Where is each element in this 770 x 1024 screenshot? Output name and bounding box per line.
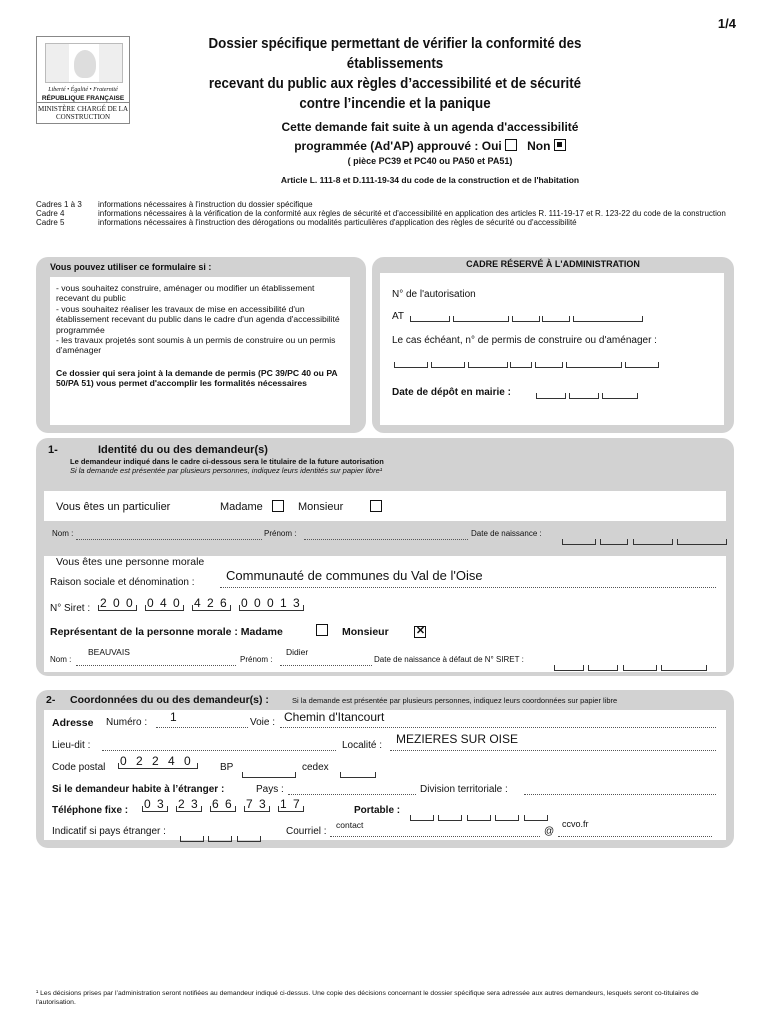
tel-label: Téléphone fixe : <box>52 805 129 816</box>
admin-head: CADRE RÉSERVÉ À L'ADMINISTRATION <box>466 259 640 269</box>
digit: 2 <box>100 596 107 610</box>
section1-number: 1- <box>48 444 58 456</box>
monsieur-checkbox[interactable] <box>370 500 382 512</box>
raison-label: Raison sociale et dénomination : <box>50 577 195 588</box>
permis-label: Le cas échéant, n° de permis de construire ou d'aménager : <box>392 335 657 346</box>
cadres-legend: Cadres 1 à 3 informations nécessaires à l'instruction du dossier spécifique Cadre 4 informations nécessaires à la vérification de la conformité aux règles de sécurité et d'accessibilité en application des articles R. 111-19-17 et R. 123-22 du code de la construction Cadre 5 informations nécessaires à l'instruction des dérogations ou modalités particulières d'application des règles de sécurité ou d'accessibilité <box>36 200 726 227</box>
rep-madame-checkbox[interactable] <box>316 624 328 636</box>
monsieur-label: Monsieur <box>298 501 344 513</box>
portable-label: Portable : <box>354 805 401 816</box>
section1-note2: Si la demande est présentée par plusieurs personnes, indiquez leurs identités sur papier libre¹ <box>70 466 383 475</box>
marianne-icon <box>45 43 123 83</box>
digit: 6 <box>212 797 219 811</box>
page-number: 1/4 <box>717 16 736 31</box>
piece-note: ( pièce PC39 et PC40 ou PA50 et PA51) <box>347 156 513 166</box>
digit: 7 <box>293 797 300 811</box>
numero-value: 1 <box>170 710 177 724</box>
section2-title: Coordonnées du ou des demandeur(s) : <box>70 694 269 706</box>
naissance-label: Date de naissance : <box>471 529 542 538</box>
depot-date-field[interactable] <box>536 390 638 401</box>
footnote: ¹ Les décisions prises par l’administration seront notifiées au demandeur indiqué ci-dessus. Une copie des décisions concernant le dossier spécifique sera adressée aux autres demandeurs, lesquels seront co-titulaires de l'autorisation. <box>36 990 699 1006</box>
rep-monsieur-checkbox[interactable]: ✕ <box>415 625 426 637</box>
madame-checkbox[interactable] <box>272 500 284 512</box>
lieudit-input[interactable] <box>102 741 336 751</box>
numero-label: Numéro : <box>106 717 148 728</box>
section1-title: Identité du ou des demandeur(s) <box>98 444 268 456</box>
adap-non-checkbox[interactable] <box>554 139 566 151</box>
section-identite <box>36 438 734 676</box>
digit: 4 <box>194 596 201 610</box>
digit: 7 <box>246 797 253 811</box>
cedex-label: cedex <box>302 762 329 773</box>
digit: 6 <box>225 797 232 811</box>
rep-naissance-label: Date de naissance à défaut de N° SIRET : <box>374 655 524 664</box>
usage-panel <box>36 257 366 433</box>
adap-question: Cette demande fait suite à un agenda d'accessibilité programmée (Ad'AP) approuvé : Oui Non <box>281 120 579 153</box>
indicatif-label: Indicatif si pays étranger : <box>52 826 166 837</box>
usage-bullets: - vous souhaitez construire, aménager ou modifier un établissement recevant du public - vous souhaitez réaliser les travaux de mise en accessibilité d'un établissement recevant du public dans le cadre d'un agenda d'accessibilité programmée - les travaux projetés sont soumis à un permis de construire ou un permis d'aménager <box>56 283 340 356</box>
rep-nom-value: BEAUVAIS <box>88 647 130 657</box>
etranger-label: Si le demandeur habite à l’étranger : <box>52 784 225 795</box>
courriel-user-value: contact <box>336 820 364 830</box>
nom-input[interactable] <box>76 530 262 540</box>
portable-field[interactable] <box>410 807 548 825</box>
digit: 0 <box>241 596 248 610</box>
bp-field[interactable] <box>242 764 296 782</box>
digit: 3 <box>157 797 164 811</box>
autorisation-label: N° de l'autorisation <box>392 289 476 300</box>
morale-label: Vous êtes une personne morale <box>56 556 205 568</box>
pays-label: Pays : <box>256 784 284 795</box>
adresse-label: Adresse <box>52 717 94 729</box>
digit: 0 <box>144 797 151 811</box>
morale-box <box>44 556 726 672</box>
section2-number: 2- <box>46 694 56 706</box>
logo-republic: RÉPUBLIQUE FRANÇAISE <box>41 95 125 102</box>
usage-bold: Ce dossier qui sera joint à la demande de permis (PC 39/PC 40 ou PA 50/PA 51) vous permet d'accomplir les formalités nécessaires <box>56 367 338 389</box>
at-field[interactable] <box>410 313 643 324</box>
digit: 6 <box>220 596 227 610</box>
ministry-label: MINISTÈRE CHARGÉ DE LA CONSTRUCTION <box>36 102 130 124</box>
digit: 2 <box>178 797 185 811</box>
digit: 3 <box>191 797 198 811</box>
rep-nom-input[interactable] <box>76 656 236 666</box>
rep-monsieur-label: Monsieur <box>342 626 389 638</box>
digit: 0 <box>113 596 120 610</box>
digit: 3 <box>293 596 300 610</box>
rep-nom-label: Nom : <box>50 655 72 664</box>
digit: 1 <box>280 596 287 610</box>
courriel-domain-value: ccvo.fr <box>562 819 589 829</box>
division-label: Division territoriale : <box>420 784 508 795</box>
localite-label: Localité : <box>342 740 383 751</box>
depot-label: Date de dépôt en mairie : <box>392 387 511 398</box>
tel-field[interactable] <box>142 799 352 813</box>
article-ref: Article L. 111-8 et D.111-19-34 du code de la construction et de l'habitation <box>280 175 580 185</box>
digit: 2 <box>136 754 143 768</box>
naissance-field[interactable] <box>562 531 727 549</box>
digit: 1 <box>280 797 287 811</box>
digit: 2 <box>207 596 214 610</box>
rep-prenom-input[interactable] <box>280 656 372 666</box>
cp-label: Code postal <box>52 762 106 773</box>
form-title: Dossier spécifique permettant de vérifier la conformité des établissements recevant du public aux règles d’accessibilité et de sécurité contre l’incendie et la panique <box>208 36 582 112</box>
at-sign: @ <box>544 826 555 837</box>
digit: 3 <box>259 797 266 811</box>
digit: 0 <box>147 596 154 610</box>
particulier-label: Vous êtes un particulier <box>56 501 171 513</box>
permis-field[interactable] <box>394 359 659 370</box>
voie-label: Voie : <box>250 717 276 728</box>
section2-note: Si la demande est présentée par plusieurs personnes, indiquez leurs coordonnées sur papier libre <box>292 696 618 705</box>
at-label: AT <box>392 311 405 322</box>
digit: 0 <box>173 596 180 610</box>
section-coordonnees <box>36 690 734 848</box>
siret-field[interactable] <box>98 598 398 612</box>
voie-value: Chemin d'Itancourt <box>284 710 385 724</box>
nom-label: Nom : <box>52 529 74 538</box>
prenom-input[interactable] <box>304 530 468 540</box>
rep-prenom-value: Didier <box>286 647 309 657</box>
usage-head: Vous pouvez utiliser ce formulaire si : <box>50 262 212 272</box>
digit: 4 <box>160 596 167 610</box>
madame-label: Madame <box>220 501 263 513</box>
particulier-box <box>44 491 726 521</box>
courriel-label: Courriel : <box>286 826 327 837</box>
cp-field[interactable] <box>118 756 218 770</box>
lieudit-label: Lieu-dit : <box>52 740 91 751</box>
digit: 0 <box>120 754 127 768</box>
rep-naissance-field[interactable] <box>554 657 707 675</box>
logo-motto: Liberté • Égalité • Fraternité <box>48 87 118 93</box>
digit: 2 <box>152 754 159 768</box>
digit: 4 <box>168 754 175 768</box>
section1-note1: Le demandeur indiqué dans le cadre ci-dessous sera le titulaire de la future autorisation <box>70 457 384 466</box>
rep-prenom-label: Prénom : <box>240 655 273 664</box>
digit: 0 <box>184 754 191 768</box>
localite-value: MEZIERES SUR OISE <box>396 732 519 746</box>
siret-label: N° Siret : <box>50 603 91 614</box>
digit: 0 <box>126 596 133 610</box>
admin-panel <box>372 257 734 433</box>
cedex-field[interactable] <box>340 764 376 782</box>
raison-value: Communauté de communes du Val de l'Oise <box>226 568 483 583</box>
pays-input[interactable] <box>288 785 416 795</box>
indicatif-field[interactable] <box>180 828 261 846</box>
digit: 0 <box>267 596 274 610</box>
bp-label: BP <box>220 762 234 773</box>
digit: 0 <box>254 596 261 610</box>
division-input[interactable] <box>524 785 716 795</box>
representant-label: Représentant de la personne morale : Madame <box>50 626 283 638</box>
adap-oui-checkbox[interactable] <box>505 139 517 151</box>
prenom-label: Prénom : <box>264 529 297 538</box>
